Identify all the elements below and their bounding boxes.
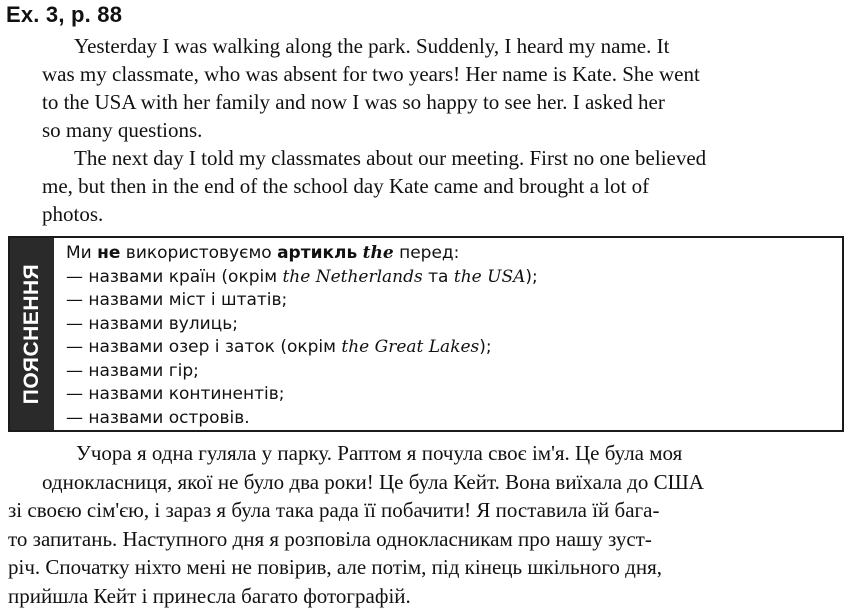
- rule-item: [66, 266, 538, 290]
- rule-item-exception: the USA: [454, 267, 526, 287]
- text-line: was my classmate, who was absent for two years! Her name is Kate. She went: [42, 60, 842, 88]
- rule-item-exception: the Great Lakes: [341, 337, 479, 357]
- text-line: to the USA with her family and now I was so happy to see her. I asked her: [42, 88, 842, 116]
- rule-intro: [66, 242, 538, 266]
- rule-item-text: — назвами країн (окрім: [66, 267, 282, 287]
- rule-intro-text: використовуємо: [120, 243, 277, 263]
- rule-item: — назвами островів.: [66, 407, 538, 431]
- rule-item-text: — назвами озер і заток (окрім: [66, 337, 341, 357]
- text-line: однокласниця, якої не було два роки! Це була Кейт. Вона виїхала до США: [42, 468, 852, 497]
- exercise-heading: Ex. 3, p. 88: [6, 2, 122, 28]
- rule-side-strip: [10, 238, 54, 430]
- ukrainian-translation: [42, 439, 852, 610]
- rule-item-text: );: [525, 267, 537, 287]
- text-line: зі своєю сім'єю, і зараз я була така рада її побачити! Я поставила їй бага-: [8, 496, 852, 525]
- rule-item-exception: the Netherlands: [282, 267, 422, 287]
- rule-item: — назвами міст і штатів;: [66, 289, 538, 313]
- rule-intro-text: Ми: [66, 243, 97, 263]
- text-line: so many questions.: [42, 116, 842, 144]
- english-paragraph-1: [42, 32, 842, 144]
- text-line: то запитань. Наступного дня я розповіла однокласникам про нашу зуст-: [8, 525, 852, 554]
- text-line: Yesterday I was walking along the park. Suddenly, I heard my name. It: [42, 32, 842, 60]
- text-line: прийшла Кейт і принесла багато фотографій.: [8, 582, 852, 610]
- rule-content: [66, 242, 538, 430]
- rule-intro-text: перед:: [394, 243, 460, 263]
- rule-intro-not: не: [97, 243, 120, 263]
- english-story: [42, 32, 842, 228]
- english-paragraph-2: [42, 144, 842, 228]
- grammar-rule-box: [8, 236, 844, 432]
- rule-item: [66, 336, 538, 360]
- rule-item: — назвами континентів;: [66, 383, 538, 407]
- text-line: photos.: [42, 200, 842, 228]
- rule-side-label: ПОЯСНЕННЯ: [20, 264, 44, 405]
- rule-item: — назвами гір;: [66, 360, 538, 384]
- text-line: me, but then in the end of the school day Kate came and brought a lot of: [42, 172, 842, 200]
- rule-item-text: та: [423, 267, 454, 287]
- rule-item: — назвами вулиць;: [66, 313, 538, 337]
- rule-intro-article: артикль: [277, 243, 357, 263]
- rule-item-text: );: [479, 337, 491, 357]
- rule-intro-the: the: [363, 243, 394, 263]
- text-line: The next day I told my classmates about our meeting. First no one believed: [42, 144, 842, 172]
- text-line: Учора я одна гуляла у парку. Раптом я почула своє ім'я. Це була моя: [42, 439, 852, 468]
- text-line: річ. Спочатку ніхто мені не повірив, але потім, під кінець шкільного дня,: [8, 553, 852, 582]
